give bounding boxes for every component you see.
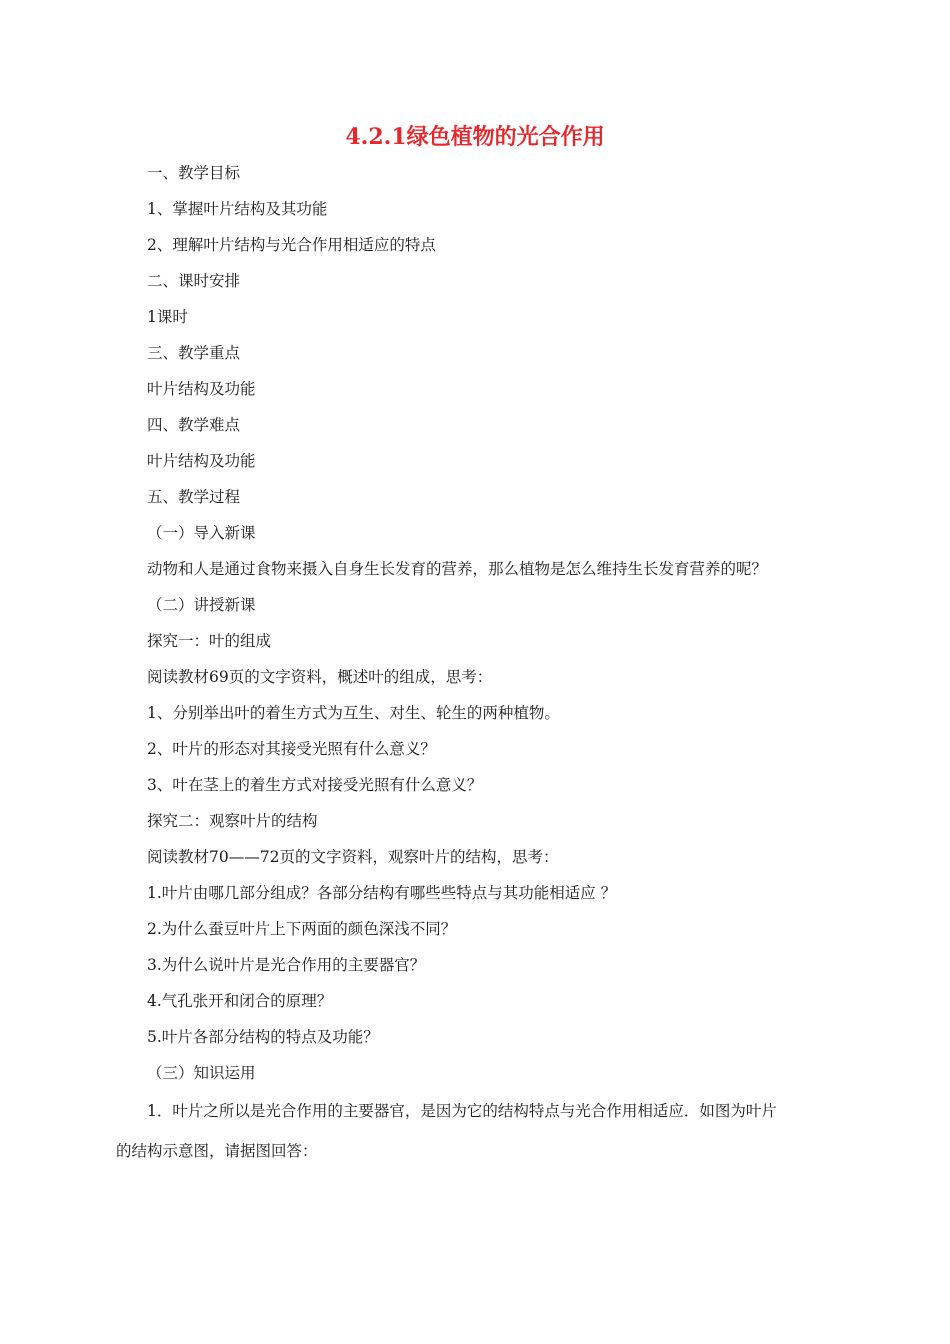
goal-item-2: 2、理解叶片结构与光合作用相适应的特点	[147, 236, 436, 254]
intro-paragraph: 动物和人是通过食物来摄入自身生长发育的营养，那么植物是怎么维持生长发育营养的呢？	[147, 560, 768, 578]
inquiry-1-question-2: 2、叶片的形态对其接受光照有什么意义？	[147, 740, 436, 758]
application-question-1-continued: 的结构示意图，请据图回答：	[116, 1142, 318, 1160]
section-heading-difficulties: 四、教学难点	[147, 416, 241, 434]
inquiry-2-heading: 探究二：观察叶片的结构	[147, 812, 318, 830]
inquiry-2-question-1: 1.叶片由哪几部分组成？各部分结构有哪些些特点与其功能相适应 ？	[147, 884, 617, 902]
inquiry-2-question-5: 5.叶片各部分结构的特点及功能？	[147, 1028, 379, 1046]
inquiry-2-instruction: 阅读教材70——72页的文字资料，观察叶片的结构，思考：	[147, 848, 559, 866]
inquiry-1-question-3: 3、叶在茎上的着生方式对接受光照有什么意义？	[147, 776, 483, 794]
section-heading-key-points: 三、教学重点	[147, 344, 241, 362]
key-points-text: 叶片结构及功能	[147, 380, 256, 398]
application-question-1: 1．叶片之所以是光合作用的主要器官，是因为它的结构特点与光合作用相适应．如图为叶片	[147, 1102, 777, 1120]
inquiry-2-question-4: 4.气孔张开和闭合的原理？	[147, 992, 333, 1010]
schedule-text: 1课时	[147, 308, 188, 326]
inquiry-1-question-1: 1、分别举出叶的着生方式为互生、对生、轮生的两种植物。	[147, 704, 560, 722]
inquiry-1-instruction: 阅读教材69页的文字资料，概述叶的组成，思考：	[147, 668, 493, 686]
inquiry-2-question-2: 2.为什么蚕豆叶片上下两面的颜色深浅不同？	[147, 920, 457, 938]
inquiry-2-question-3: 3.为什么说叶片是光合作用的主要器官？	[147, 956, 426, 974]
goal-item-1: 1、掌握叶片结构及其功能	[147, 200, 328, 218]
section-heading-schedule: 二、课时安排	[147, 272, 241, 290]
document-title: 4.2.1绿色植物的光合作用	[345, 124, 605, 150]
inquiry-1-heading: 探究一：叶的组成	[147, 632, 272, 650]
subsection-heading-intro: （一）导入新课	[147, 524, 256, 542]
section-heading-teaching-goals: 一、教学目标	[147, 164, 241, 182]
subsection-heading-application: （三）知识运用	[147, 1064, 256, 1082]
subsection-heading-new-lesson: （二）讲授新课	[147, 596, 256, 614]
difficulties-text: 叶片结构及功能	[147, 452, 256, 470]
section-heading-process: 五、教学过程	[147, 488, 241, 506]
